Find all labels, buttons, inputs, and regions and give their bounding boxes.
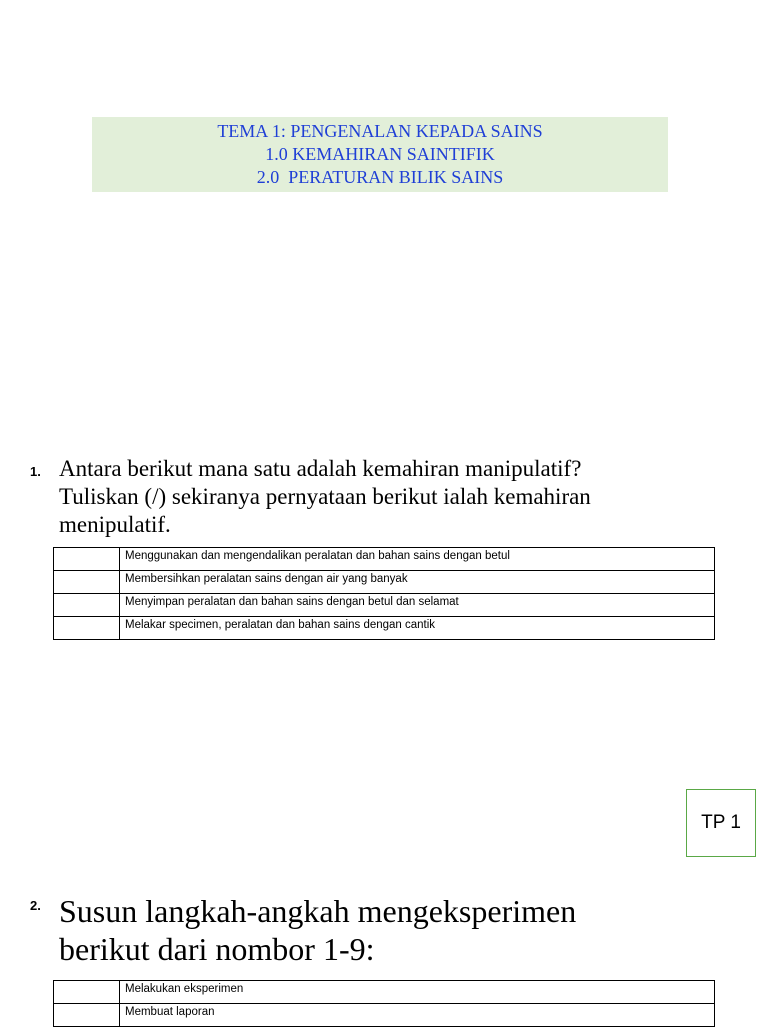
question-1-table (53, 547, 715, 640)
question-1-line: menipulatif. (59, 512, 171, 537)
question-1-line: Antara berikut mana satu adalah kemahiran manipulatif? (59, 456, 582, 481)
question-1-number: 1. (30, 464, 41, 479)
question-2-line: berikut dari nombor 1-9: (59, 931, 375, 967)
question-1-line: Tuliskan (/) sekiranya pernyataan berikut ialah kemahiran (59, 484, 591, 509)
table-row (54, 571, 715, 594)
order-cell[interactable] (54, 981, 120, 1004)
answer-cell[interactable] (54, 594, 120, 617)
question-1-text (59, 455, 719, 539)
table-row (54, 548, 715, 571)
topic-header (92, 117, 668, 192)
answer-cell[interactable] (54, 617, 120, 640)
question-2-line: Susun langkah-angkah mengeksperimen (59, 893, 577, 929)
question-2-table (53, 980, 715, 1027)
tp-level-badge: TP 1 (686, 789, 756, 857)
topic-subtitle-line: 1.0 KEMAHIRAN SAINTIFIK (265, 144, 495, 164)
statement-cell: Melakar specimen, peralatan dan bahan sains dengan cantik (120, 617, 715, 640)
topic-title-line: TEMA 1: PENGENALAN KEPADA SAINS (217, 121, 543, 141)
question-2-number: 2. (30, 898, 41, 913)
statement-cell: Menggunakan dan mengendalikan peralatan dan bahan sains dengan betul (120, 548, 715, 571)
table-row (54, 981, 715, 1004)
answer-cell[interactable] (54, 571, 120, 594)
topic-subtitle-line: 2.0 PERATURAN BILIK SAINS (256, 167, 504, 187)
statement-cell: Membersihkan peralatan sains dengan air yang banyak (120, 571, 715, 594)
statement-cell: Menyimpan peralatan dan bahan sains dengan betul dan selamat (120, 594, 715, 617)
answer-cell[interactable] (54, 548, 120, 571)
question-2-text (59, 892, 719, 968)
step-cell: Membuat laporan (120, 1004, 715, 1027)
table-row (54, 617, 715, 640)
table-row (54, 1004, 715, 1027)
table-row (54, 594, 715, 617)
step-cell: Melakukan eksperimen (120, 981, 715, 1004)
order-cell[interactable] (54, 1004, 120, 1027)
